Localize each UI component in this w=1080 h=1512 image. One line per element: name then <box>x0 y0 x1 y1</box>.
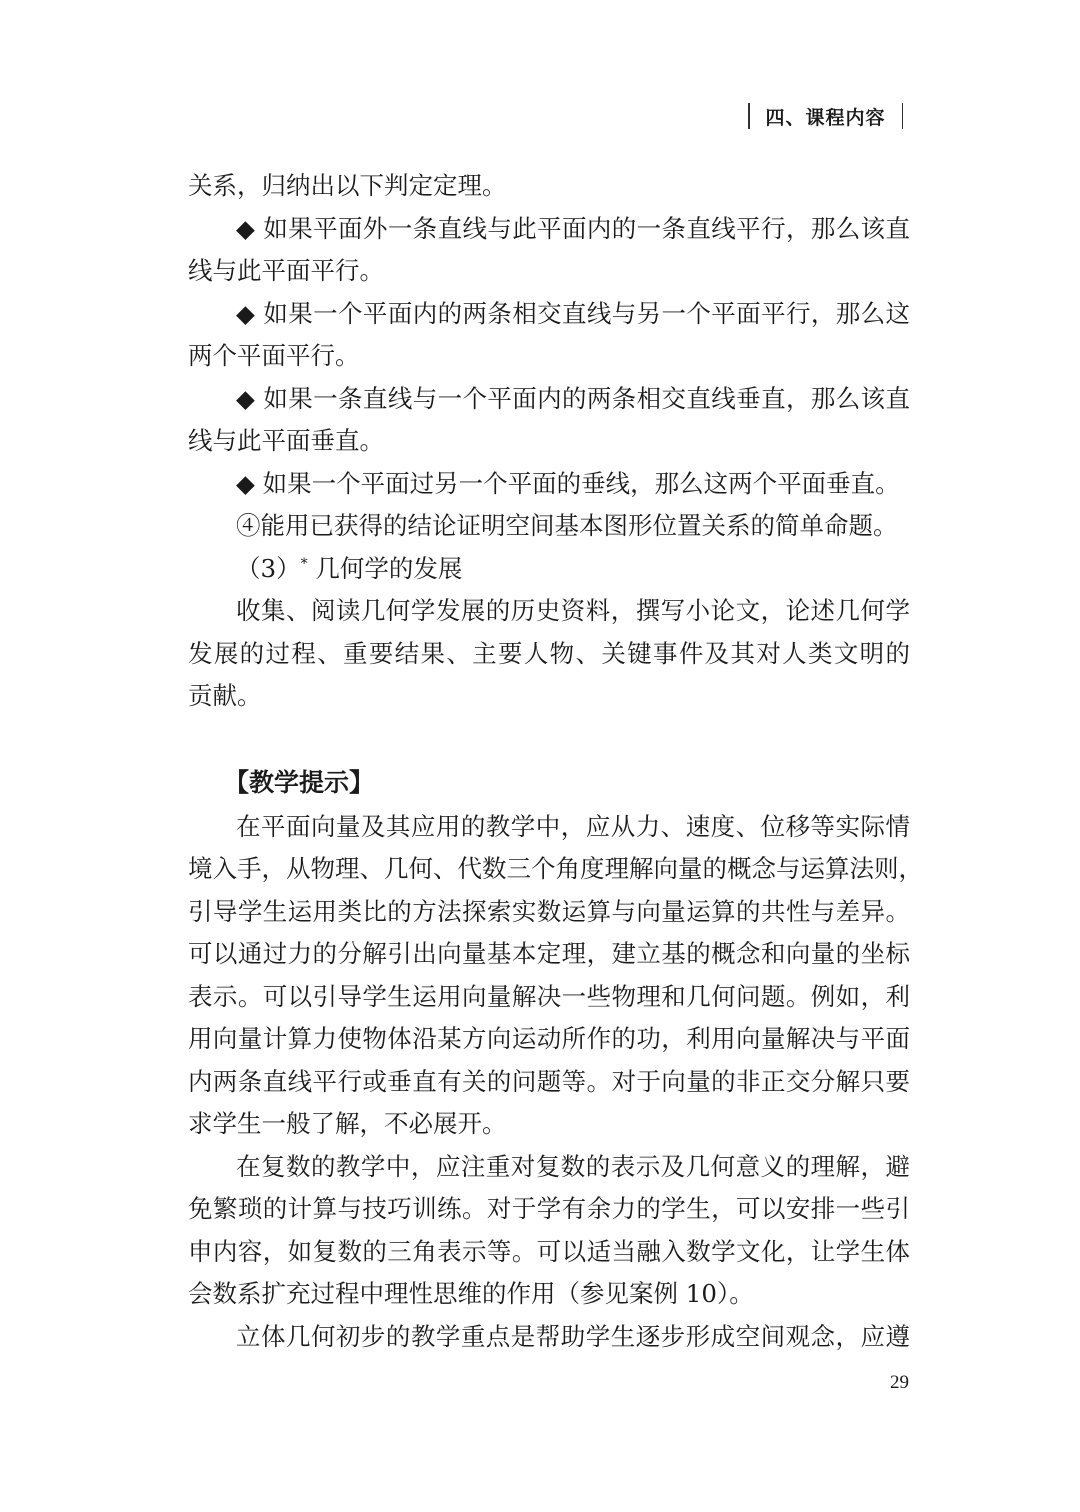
text-line: 用向量计算力使物体沿某方向运动所作的功，利用向量解决与平面 <box>188 1024 910 1053</box>
subsection-number: （3） <box>236 553 301 583</box>
text-line: 会数系扩充过程中理性思维的作用（参见案例 10）。 <box>188 1279 754 1308</box>
text-line: 申内容，如复数的三角表示等。可以适当融入数学文化，让学生体 <box>188 1236 910 1266</box>
text-line: 线与此平面平行。 <box>188 256 384 285</box>
header-divider-right <box>902 103 904 129</box>
text-line: 可以通过力的分解引出向量基本定理，建立基的概念和向量的坐标 <box>188 939 910 968</box>
text-line: 线与此平面垂直。 <box>188 426 384 455</box>
text-line: 关系，归纳出以下判定定理。 <box>188 171 507 200</box>
text-line: 立体几何初步的教学重点是帮助学生逐步形成空间观念，应遵 <box>236 1321 910 1351</box>
text-line: 发展的过程、重要结果、主要人物、关键事件及其对人类文明的 <box>188 638 910 668</box>
running-header <box>748 101 903 131</box>
body-text <box>188 165 923 1358</box>
subsection-heading <box>188 548 910 591</box>
text-line: 在平面向量及其应用的教学中，应从力、速度、位移等实际情 <box>236 811 910 841</box>
theorem-bullet: ◆ 如果平面外一条直线与此平面内的一条直线平行，那么该直 <box>236 213 910 243</box>
text-line: 表示。可以引导学生运用向量解决一些物理和几何问题。例如，利 <box>188 981 910 1011</box>
text-line: 引导学生运用类比的方法探索实数运算与向量运算的共性与差异。 <box>188 896 910 926</box>
teaching-tips-heading: 【教学提示】 <box>224 767 375 797</box>
header-divider-left <box>748 103 750 129</box>
page-number: 29 <box>890 1372 909 1393</box>
optional-star: * <box>300 555 308 572</box>
text-line: 贡献。 <box>188 681 262 710</box>
text-line: ④能用已获得的结论证明空间基本图形位置关系的简单命题。 <box>236 511 898 540</box>
theorem-bullet: ◆ 如果一条直线与一个平面内的两条相交直线垂直，那么该直 <box>236 383 910 413</box>
subsection-title: 几何学的发展 <box>307 553 463 583</box>
text-line: 境入手，从物理、几何、代数三个角度理解向量的概念与运算法则， <box>188 854 923 883</box>
text-line: 两个平面平行。 <box>188 341 360 370</box>
section-gap <box>188 718 910 760</box>
theorem-bullet: ◆ 如果一个平面过另一个平面的垂线，那么这两个平面垂直。 <box>236 468 900 498</box>
text-line: 求学生一般了解，不必展开。 <box>188 1109 507 1138</box>
text-line: 收集、阅读几何学发展的历史资料，撰写小论文，论述几何学 <box>236 596 910 625</box>
theorem-bullet: ◆ 如果一个平面内的两条相交直线与另一个平面平行，那么这 <box>236 298 910 328</box>
text-line: 内两条直线平行或垂直有关的问题等。对于向量的非正交分解只要 <box>188 1066 910 1096</box>
text-line: 在复数的教学中，应注重对复数的表示及几何意义的理解，避 <box>236 1151 910 1181</box>
section-title: 四、课程内容 <box>765 106 886 129</box>
text-line: 免繁琐的计算与技巧训练。对于学有余力的学生，可以安排一些引 <box>188 1194 910 1223</box>
